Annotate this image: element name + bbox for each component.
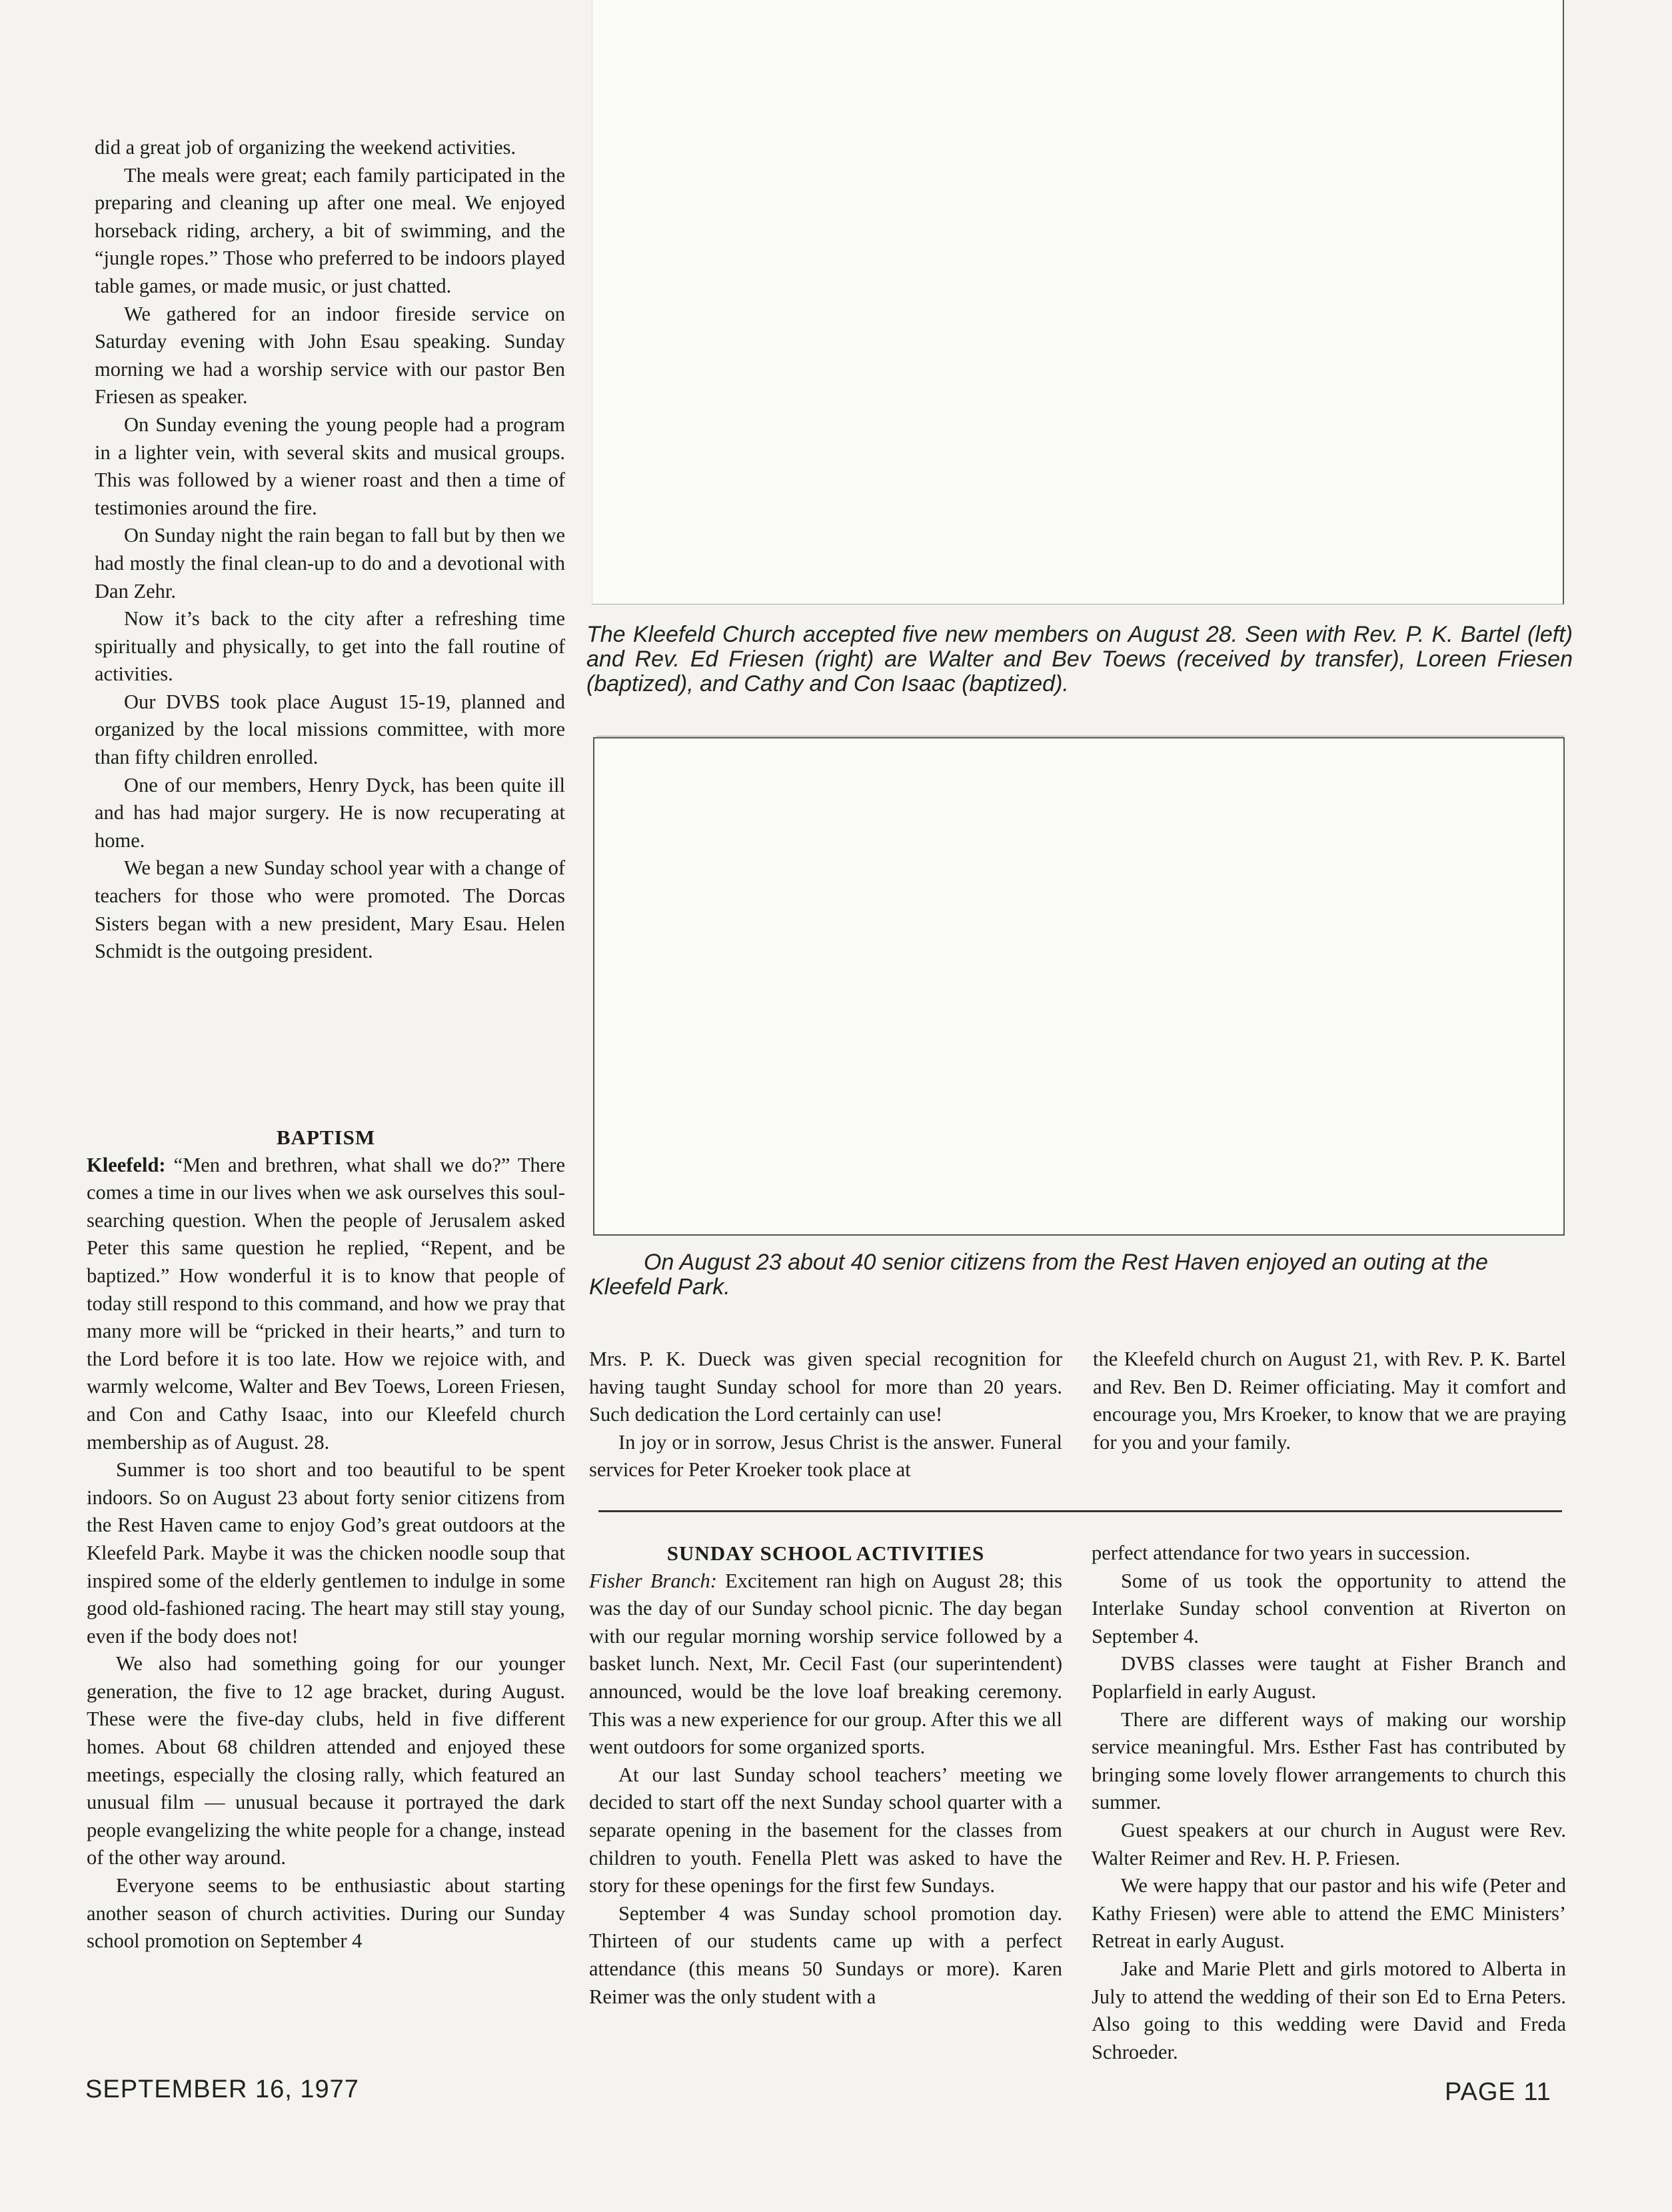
right-lower-paragraph: Jake and Marie Plett and girls motored to Alberta in July to attend the wedding of their son Ed to Erna Peters. Also going to this wedding were David and Freda Schroeder. bbox=[1092, 1957, 1566, 2063]
right-paragraph: the Kleefeld church on August 21, with Rev. P. K. Bartel and Rev. Ben D. Reimer officiating. May it comfort and encourage you, Mrs Kroeker, to know that we are praying for you and your family. bbox=[1093, 1348, 1566, 1454]
photo-senior-outing bbox=[593, 737, 1565, 1236]
sunday-school-lead: Fisher Branch: bbox=[589, 1569, 717, 1592]
middle-paragraph: Mrs. P. K. Dueck was given special recognition for having taught Sunday school for more than 20 years. Such dedication the Lord certainly can use! bbox=[589, 1348, 1062, 1426]
footer-page: PAGE 11 bbox=[1445, 2078, 1551, 2106]
baptism-paragraph: We also had something going for our younger generation, the five to 12 age bracket, during August. These were the five-day clubs, held in five different homes. About 68 children attended and enjoyed these meetings, especially the closing rally, which featured an unusual film — unusual because it portrayed the dark people evangelizing the white people for a change, instead of the other way around. bbox=[87, 1652, 565, 1869]
left-column bbox=[95, 134, 565, 966]
baptism-paragraph: Everyone seems to be enthusiastic about starting another season of church activities. During our Sunday school promotion on September 4 bbox=[87, 1874, 565, 1953]
middle-upper-column bbox=[589, 1346, 1062, 1484]
left-paragraph: Our DVBS took place August 15-19, planned and organized by the local missions committee, with more than fifty children enrolled. bbox=[95, 690, 565, 769]
section-divider bbox=[598, 1510, 1562, 1512]
right-lower-paragraph: Some of us took the opportunity to attend the Interlake Sunday school convention at Riverton on September 4. bbox=[1092, 1569, 1566, 1648]
left-paragraph: On Sunday night the rain began to fall but by then we had mostly the final clean-up to do and a devotional with Dan Zehr. bbox=[95, 524, 565, 602]
sunday-school-heading: SUNDAY SCHOOL ACTIVITIES bbox=[666, 1542, 985, 1565]
baptism-paragraph bbox=[87, 1152, 565, 1457]
right-lower-paragraph: There are different ways of making our worship service meaningful. Mrs. Esther Fast has contributed by bringing some lovely flower arrangements to church this summer. bbox=[1092, 1707, 1566, 1814]
right-upper-column bbox=[1093, 1346, 1566, 1456]
sunday-school-section bbox=[589, 1540, 1062, 2011]
caption-senior-outing: On August 23 about 40 senior citizens from the Rest Haven enjoyed an outing at the Kleefeld Park. bbox=[589, 1250, 1488, 1300]
baptism-section bbox=[87, 1124, 565, 1955]
sunday-school-text: Excitement ran high on August 28; this was the day of our Sunday school picnic. The day began with our regular morning worship service followed by a basket lunch. Next, Mr. Cecil Fast (our superintendent) announced, would be the love loaf breaking ceremony. This was a new experience for our group. After this we all went outdoors for some organized sports. bbox=[589, 1569, 1062, 1759]
left-paragraph: The meals were great; each family participated in the preparing and cleaning up after one meal. We enjoyed horseback riding, archery, a bit of swimming, and the “jungle ropes.” Those who preferred to be indoors played table games, or made music, or just chatted. bbox=[95, 163, 565, 297]
left-paragraph: We began a new Sunday school year with a change of teachers for those who were promoted. The Dorcas Sisters began with a new president, Mary Esau. Helen Schmidt is the outgoing president. bbox=[95, 856, 565, 963]
right-lower-paragraph: DVBS classes were taught at Fisher Branch and Poplarfield in early August. bbox=[1092, 1652, 1566, 1703]
left-paragraph: One of our members, Henry Dyck, has been quite ill and has had major surgery. He is now recuperating at home. bbox=[95, 773, 565, 852]
left-paragraph: On Sunday evening the young people had a program in a lighter vein, with several skits and musical groups. This was followed by a wiener roast and then a time of testimonies around the fire. bbox=[95, 413, 565, 519]
right-lower-column bbox=[1092, 1540, 1566, 2066]
baptism-heading: BAPTISM bbox=[276, 1126, 376, 1149]
baptism-paragraph: Summer is too short and too beautiful to be spent indoors. So on August 23 about forty senior citizens from the Rest Haven came to enjoy God’s great outdoors at the Kleefeld Park. Maybe it was the chicken noodle soup that inspired some of the elderly gentlemen to indulge in some good old-fashioned racing. The heart may still stay young, even if the body does not! bbox=[87, 1458, 565, 1648]
right-lower-paragraph: We were happy that our pastor and his wife (Peter and Kathy Friesen) were able to attend the EMC Ministers’ Retreat in early August. bbox=[1092, 1874, 1566, 1953]
sunday-school-paragraph bbox=[589, 1568, 1062, 1761]
left-paragraph: Now it’s back to the city after a refreshing time spiritually and physically, to get into the fall routine of activities. bbox=[95, 607, 565, 686]
footer-date: SEPTEMBER 16, 1977 bbox=[85, 2075, 359, 2103]
middle-paragraph: In joy or in sorrow, Jesus Christ is the answer. Funeral services for Peter Kroeker took place at bbox=[589, 1430, 1062, 1482]
baptism-lead: Kleefeld: bbox=[87, 1153, 166, 1176]
baptism-text: “Men and brethren, what shall we do?” There comes a time in our lives when we ask ourselves this soul-searching question. When the people of Jerusalem asked Peter this same question he replied, “Repent, and be baptized.” How wonderful it is to know that people of today still respond to this command, and how we pray that many more will be “pricked in their hearts,” and turn to the Lord before it is too late. How we rejoice with, and warmly welcome, Walter and Bev Toews, Loreen Friesen, and Con and Cathy Isaac, into our Kleefeld church membership as of August. 28. bbox=[87, 1153, 565, 1454]
left-paragraph: did a great job of organizing the weekend activities. bbox=[95, 136, 516, 159]
caption-new-members: The Kleefeld Church accepted five new members on August 28. Seen with Rev. P. K. Bartel (left) and Rev. Ed Friesen (right) are Walter and Bev Toews (received by transfer), Loreen Friesen (baptized), and Cathy and Con Isaac (baptized). bbox=[586, 622, 1573, 696]
right-lower-paragraph: Guest speakers at our church in August were Rev. Walter Reimer and Rev. H. P. Friesen. bbox=[1092, 1818, 1566, 1869]
sunday-school-paragraph: September 4 was Sunday school promotion day. Thirteen of our students came up with a perfect attendance (this means 50 Sundays or more). Karen Reimer was the only student with a bbox=[589, 1901, 1062, 2008]
photo-new-members bbox=[592, 0, 1564, 604]
sunday-school-paragraph: At our last Sunday school teachers’ meeting we decided to start off the next Sunday school quarter with a separate opening in the basement for the classes from children to youth. Fenella Plett was asked to have the story for these openings for the first few Sundays. bbox=[589, 1763, 1062, 1897]
right-lower-paragraph: perfect attendance for two years in succession. bbox=[1092, 1542, 1471, 1564]
left-paragraph: We gathered for an indoor fireside service on Saturday evening with John Esau speaking. Sunday morning we had a worship service with our pastor Ben Friesen as speaker. bbox=[95, 302, 565, 409]
